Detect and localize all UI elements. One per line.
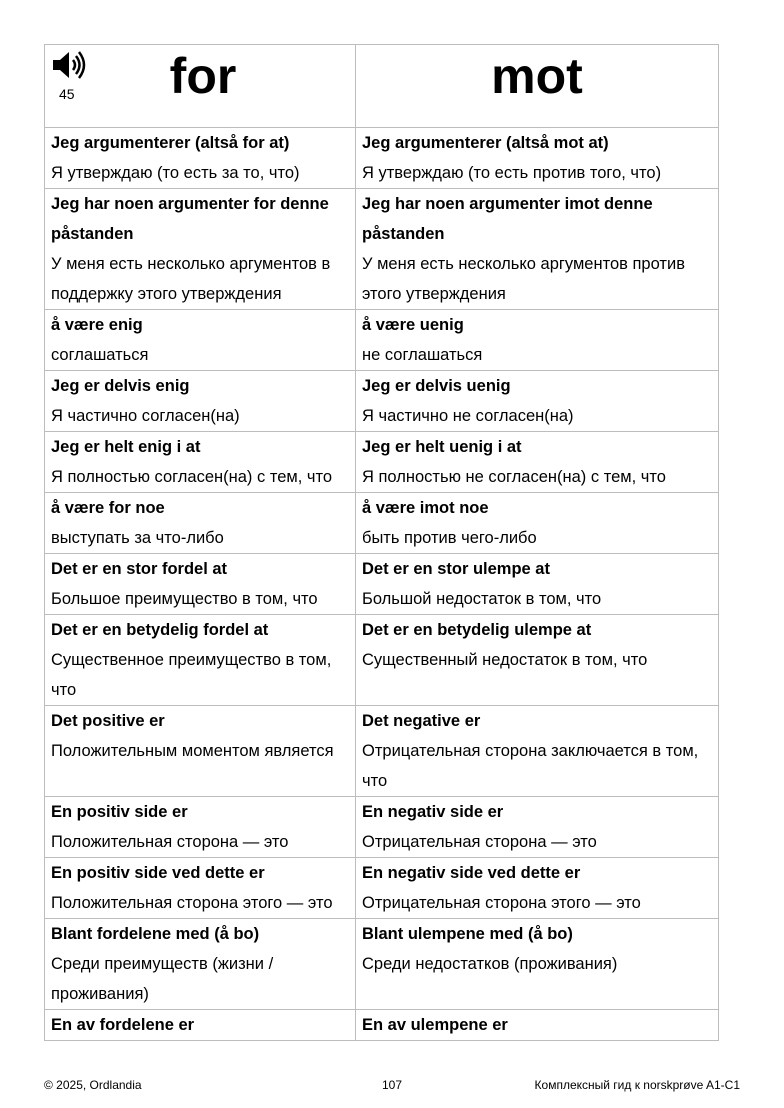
mot-norwegian-phrase: Blant ulempene med (å bo) — [362, 925, 573, 943]
mot-russian-translation: Отрицательная сторона заключается в том, что — [362, 742, 699, 790]
table-row — [45, 615, 719, 706]
phrase-table — [44, 44, 719, 1041]
for-cell — [45, 310, 356, 371]
table-row — [45, 858, 719, 919]
table-row — [45, 493, 719, 554]
header-row — [45, 45, 719, 128]
mot-norwegian-phrase: En negativ side er — [362, 803, 504, 821]
for-cell — [45, 189, 356, 310]
mot-column-title: mot — [491, 48, 583, 104]
table-row — [45, 554, 719, 615]
table-row — [45, 189, 719, 310]
mot-russian-translation: Большой недостаток в том, что — [362, 590, 602, 608]
for-norwegian-phrase: å være for noe — [51, 499, 165, 517]
for-cell — [45, 493, 356, 554]
for-norwegian-phrase: En positiv side er — [51, 803, 188, 821]
mot-russian-translation: Среди недостатков (проживания) — [362, 955, 618, 973]
table-row — [45, 706, 719, 797]
for-cell — [45, 554, 356, 615]
table-row — [45, 432, 719, 493]
mot-norwegian-phrase: Jeg har noen argumenter imot denne påstanden — [362, 195, 653, 243]
mot-cell — [356, 797, 719, 858]
mot-cell — [356, 615, 719, 706]
for-cell — [45, 432, 356, 493]
for-russian-translation: Я частично согласен(на) — [51, 407, 240, 425]
mot-russian-translation: Существенный недостаток в том, что — [362, 651, 648, 669]
header-cell-for — [45, 45, 356, 128]
for-russian-translation: Большое преимущество в том, что — [51, 590, 318, 608]
for-norwegian-phrase: Det er en stor fordel at — [51, 560, 228, 578]
mot-norwegian-phrase: Det er en betydelig ulempe at — [362, 621, 592, 639]
for-russian-translation: Существенное преимущество в том, что — [51, 651, 332, 699]
mot-cell — [356, 919, 719, 1010]
for-norwegian-phrase: Det er en betydelig fordel at — [51, 621, 269, 639]
for-cell — [45, 919, 356, 1010]
footer-book-title: Комплексный гид к norskprøve A1-C1 — [534, 1078, 740, 1092]
table-row — [45, 310, 719, 371]
for-cell — [45, 858, 356, 919]
mot-norwegian-phrase: Det negative er — [362, 712, 481, 730]
mot-norwegian-phrase: En negativ side ved dette er — [362, 864, 581, 882]
footer-page-number: 107 — [381, 1078, 403, 1092]
mot-cell — [356, 371, 719, 432]
for-russian-translation: У меня есть несколько аргументов в поддержку этого утверждения — [51, 255, 331, 303]
mot-cell — [356, 858, 719, 919]
speaker-icon[interactable] — [51, 50, 87, 80]
for-norwegian-phrase: En av fordelene er — [51, 1016, 195, 1034]
mot-norwegian-phrase: Det er en stor ulempe at — [362, 560, 550, 578]
mot-cell — [356, 310, 719, 371]
for-norwegian-phrase: Jeg er helt enig i at — [51, 438, 201, 456]
for-cell — [45, 615, 356, 706]
table-row — [45, 797, 719, 858]
for-cell — [45, 371, 356, 432]
mot-russian-translation: Отрицательная сторона — это — [362, 833, 597, 851]
for-norwegian-phrase: Jeg er delvis enig — [51, 377, 190, 395]
for-column-title: for — [169, 48, 237, 104]
mot-cell — [356, 1010, 719, 1041]
mot-russian-translation: Я частично не согласен(на) — [362, 407, 574, 425]
for-cell — [45, 128, 356, 189]
mot-russian-translation: Отрицательная сторона этого — это — [362, 894, 641, 912]
for-cell — [45, 1010, 356, 1041]
mot-cell — [356, 706, 719, 797]
mot-russian-translation: не соглашаться — [362, 346, 483, 364]
mot-russian-translation: быть против чего-либо — [362, 529, 537, 547]
header-cell-mot — [356, 45, 719, 128]
mot-cell — [356, 128, 719, 189]
mot-cell — [356, 189, 719, 310]
mot-cell — [356, 432, 719, 493]
mot-norwegian-phrase: å være imot noe — [362, 499, 489, 517]
for-cell — [45, 706, 356, 797]
mot-norwegian-phrase: En av ulempene er — [362, 1016, 508, 1034]
for-russian-translation: Положительным моментом является — [51, 742, 334, 760]
for-russian-translation: соглашаться — [51, 346, 149, 364]
mot-russian-translation: Я утверждаю (то есть против того, что) — [362, 164, 662, 182]
mot-norwegian-phrase: Jeg er helt uenig i at — [362, 438, 522, 456]
table-row — [45, 128, 719, 189]
footer-copyright: © 2025, Ordlandia — [44, 1078, 142, 1092]
for-russian-translation: выступать за что-либо — [51, 529, 224, 547]
mot-norwegian-phrase: å være uenig — [362, 316, 464, 334]
for-norwegian-phrase: Jeg har noen argumenter for denne påstanden — [51, 195, 329, 243]
mot-norwegian-phrase: Jeg argumenterer (altså mot at) — [362, 134, 609, 152]
mot-russian-translation: У меня есть несколько аргументов против этого утверждения — [362, 255, 685, 303]
for-russian-translation: Я полностью согласен(на) с тем, что — [51, 468, 333, 486]
mot-cell — [356, 554, 719, 615]
mot-cell — [356, 493, 719, 554]
for-norwegian-phrase: å være enig — [51, 316, 143, 334]
for-norwegian-phrase: Blant fordelene med (å bo) — [51, 925, 260, 943]
for-norwegian-phrase: En positiv side ved dette er — [51, 864, 265, 882]
for-russian-translation: Я утверждаю (то есть за то, что) — [51, 164, 300, 182]
for-russian-translation: Среди преимуществ (жизни / проживания) — [51, 955, 274, 1003]
table-row — [45, 371, 719, 432]
for-cell — [45, 797, 356, 858]
mot-russian-translation: Я полностью не согласен(на) с тем, что — [362, 468, 666, 486]
for-russian-translation: Положительная сторона — это — [51, 833, 289, 851]
for-norwegian-phrase: Det positive er — [51, 712, 165, 730]
for-russian-translation: Положительная сторона этого — это — [51, 894, 333, 912]
mot-norwegian-phrase: Jeg er delvis uenig — [362, 377, 511, 395]
table-row — [45, 919, 719, 1010]
table-row — [45, 1010, 719, 1041]
for-norwegian-phrase: Jeg argumenterer (altså for at) — [51, 134, 290, 152]
audio-track-number: 45 — [59, 86, 75, 102]
